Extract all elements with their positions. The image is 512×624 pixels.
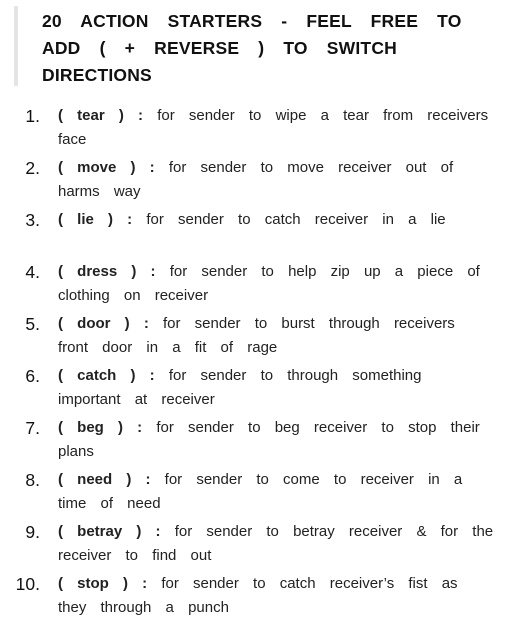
- item-text: [58, 260, 498, 308]
- item-description: for sender to beg receiver to stop their plans: [58, 419, 480, 460]
- item-keyword: ( beg ) :: [58, 419, 143, 436]
- list-item: [0, 260, 512, 312]
- item-text: [58, 364, 498, 412]
- list-item: [0, 572, 512, 624]
- item-keyword: ( stop ) :: [58, 575, 148, 592]
- item-text: [58, 156, 498, 204]
- list-item: [0, 520, 512, 572]
- item-description: for sender to come to receiver in a time of need: [58, 471, 463, 512]
- item-description: for sender to help zip up a piece of clothing on receiver: [58, 263, 480, 304]
- item-number: 7.: [25, 418, 40, 438]
- item-text: [58, 520, 498, 568]
- item-number: 9.: [25, 522, 40, 542]
- item-keyword: ( need ) :: [58, 471, 151, 488]
- list-item: [0, 104, 512, 156]
- item-keyword: ( dress ) :: [58, 263, 156, 280]
- item-number: 1.: [25, 106, 40, 126]
- item-keyword: ( betray ) :: [58, 523, 161, 540]
- item-text: [58, 468, 498, 516]
- list-item: [0, 156, 512, 208]
- item-number: 5.: [25, 314, 40, 334]
- item-number: 3.: [25, 210, 40, 230]
- item-description: for sender to catch receiver in a lie: [146, 211, 446, 228]
- item-text: [58, 312, 498, 360]
- list-item: [0, 416, 512, 468]
- item-number: 8.: [25, 470, 40, 490]
- item-text: [58, 104, 498, 152]
- item-keyword: ( door ) :: [58, 315, 149, 332]
- item-keyword: ( tear ) :: [58, 107, 144, 124]
- list-item: [0, 208, 512, 260]
- item-number: 6.: [25, 366, 40, 386]
- item-keyword: ( lie ) :: [58, 211, 133, 228]
- item-keyword: ( catch ) :: [58, 367, 155, 384]
- list-item: [0, 364, 512, 416]
- quote-bar: [14, 6, 18, 86]
- item-number: 10.: [15, 574, 40, 594]
- item-description: for sender to betray receiver & for the receiver to find out: [58, 523, 494, 564]
- item-description: for sender to burst through receivers front door in a fit of rage: [58, 315, 455, 356]
- item-text: [58, 208, 498, 232]
- item-description: for sender to move receiver out of harms way: [58, 159, 454, 200]
- item-number: 2.: [25, 158, 40, 178]
- list-item: [0, 468, 512, 520]
- item-keyword: ( move ) :: [58, 159, 155, 176]
- item-description: for sender to catch receiver’s fist as they through a punch: [58, 575, 458, 616]
- item-number: 4.: [25, 262, 40, 282]
- post-heading: 20 ACTION STARTERS - FEEL FREE TO ADD ( + REVERSE ) TO SWITCH DIRECTIONS: [42, 11, 462, 85]
- list-item: [0, 312, 512, 364]
- item-text: [58, 416, 498, 464]
- item-description: for sender to through something important at receiver: [58, 367, 422, 408]
- item-text: [58, 572, 498, 620]
- item-description: for sender to wipe a tear from receivers face: [58, 107, 489, 148]
